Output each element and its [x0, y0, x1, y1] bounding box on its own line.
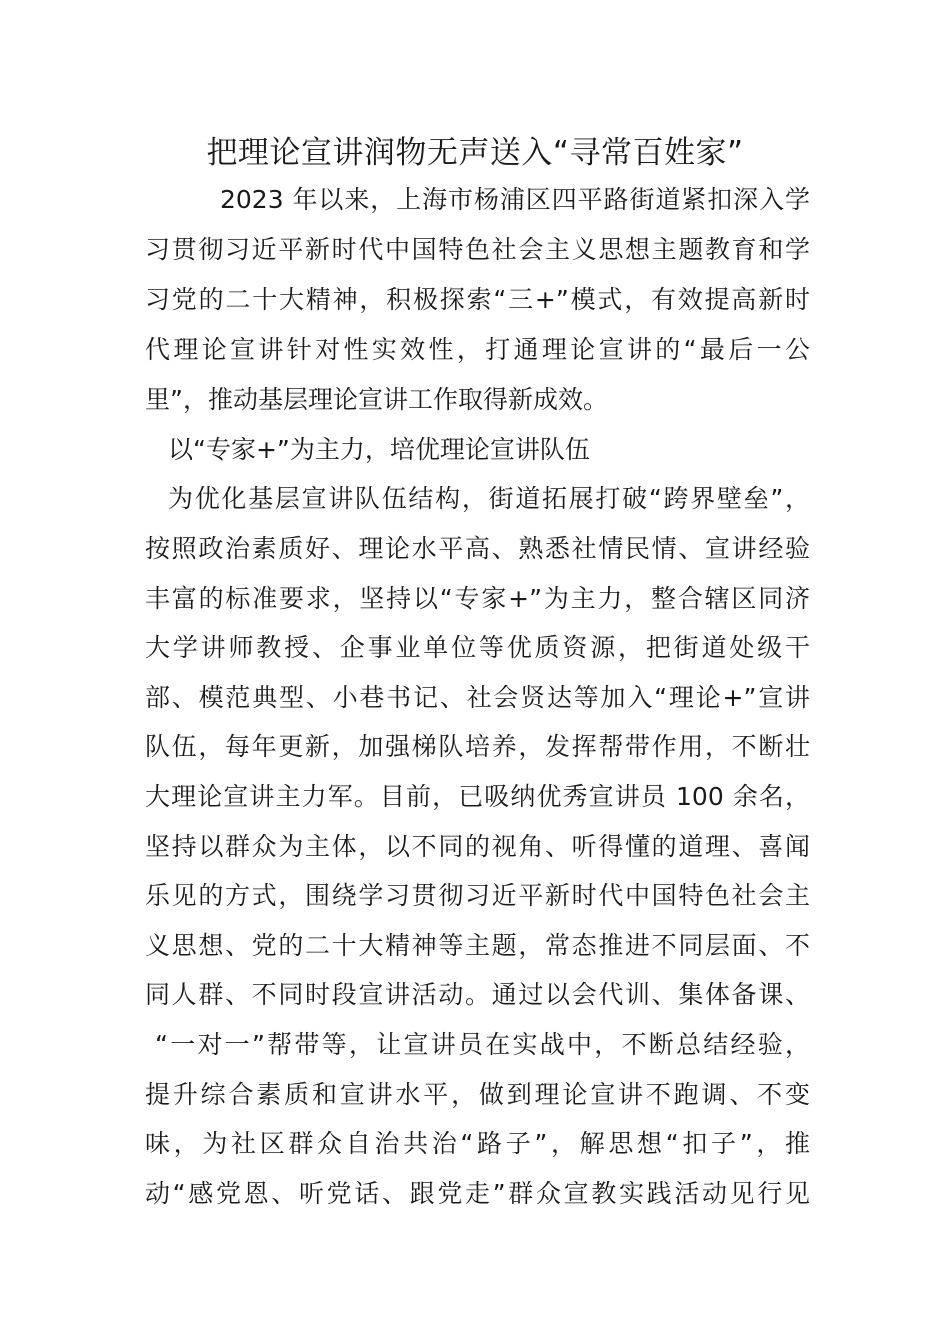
paragraph-line: 部、模范典型、小巷书记、社会贤达等加入“理论+”宣讲	[145, 683, 810, 712]
section-heading: 以“专家+”为主力，培优理论宣讲队伍	[168, 435, 590, 464]
paragraph-line: 2023 年以来，上海市杨浦区四平路街道紧扣深入学	[220, 185, 810, 214]
paragraph-line: “一对一”帮带等，让宣讲员在实战中，不断总结经验，	[155, 1030, 810, 1059]
paragraph-line: 动“感党恩、听党话、跟党走”群众宣教实践活动见行见	[145, 1179, 810, 1208]
paragraph-line: 大学讲师教授、企事业单位等优质资源，把街道处级干	[145, 633, 810, 662]
paragraph-line: 乐见的方式，围绕学习贯彻习近平新时代中国特色社会主	[145, 881, 810, 910]
paragraph-line: 丰富的标准要求，坚持以“专家+”为主力，整合辖区同济	[145, 584, 810, 613]
paragraph-line: 为优化基层宣讲队伍结构，街道拓展打破“跨界壁垒”，	[168, 484, 810, 513]
paragraph-line: 同人群、不同时段宣讲活动。通过以会代训、集体备课、	[145, 980, 810, 1009]
paragraph-line: 义思想、党的二十大精神等主题，常态推进不同层面、不	[145, 931, 810, 960]
paragraph-line: 提升综合素质和宣讲水平，做到理论宣讲不跑调、不变	[145, 1080, 810, 1109]
paragraph-line: 队伍，每年更新，加强梯队培养，发挥帮带作用，不断壮	[145, 732, 810, 761]
paragraph-line: 大理论宣讲主力军。目前，已吸纳优秀宣讲员 100 余名，	[145, 782, 810, 811]
paragraph-line: 习党的二十大精神，积极探索“三+”模式，有效提高新时	[145, 285, 810, 314]
paragraph-line: 味，为社区群众自治共治“路子”，解思想“扣子”，推	[145, 1129, 810, 1158]
document-title: 把理论宣讲润物无声送入“寻常百姓家”	[206, 135, 744, 171]
paragraph-line: 习贯彻习近平新时代中国特色社会主义思想主题教育和学	[145, 235, 810, 264]
paragraph-line: 按照政治素质好、理论水平高、熟悉社情民情、宣讲经验	[145, 534, 810, 563]
paragraph-line: 坚持以群众为主体，以不同的视角、听得懂的道理、喜闻	[145, 832, 810, 861]
paragraph-line: 代理论宣讲针对性实效性，打通理论宣讲的“最后一公	[145, 335, 810, 364]
paragraph-line: 里”，推动基层理论宣讲工作取得新成效。	[145, 385, 608, 414]
